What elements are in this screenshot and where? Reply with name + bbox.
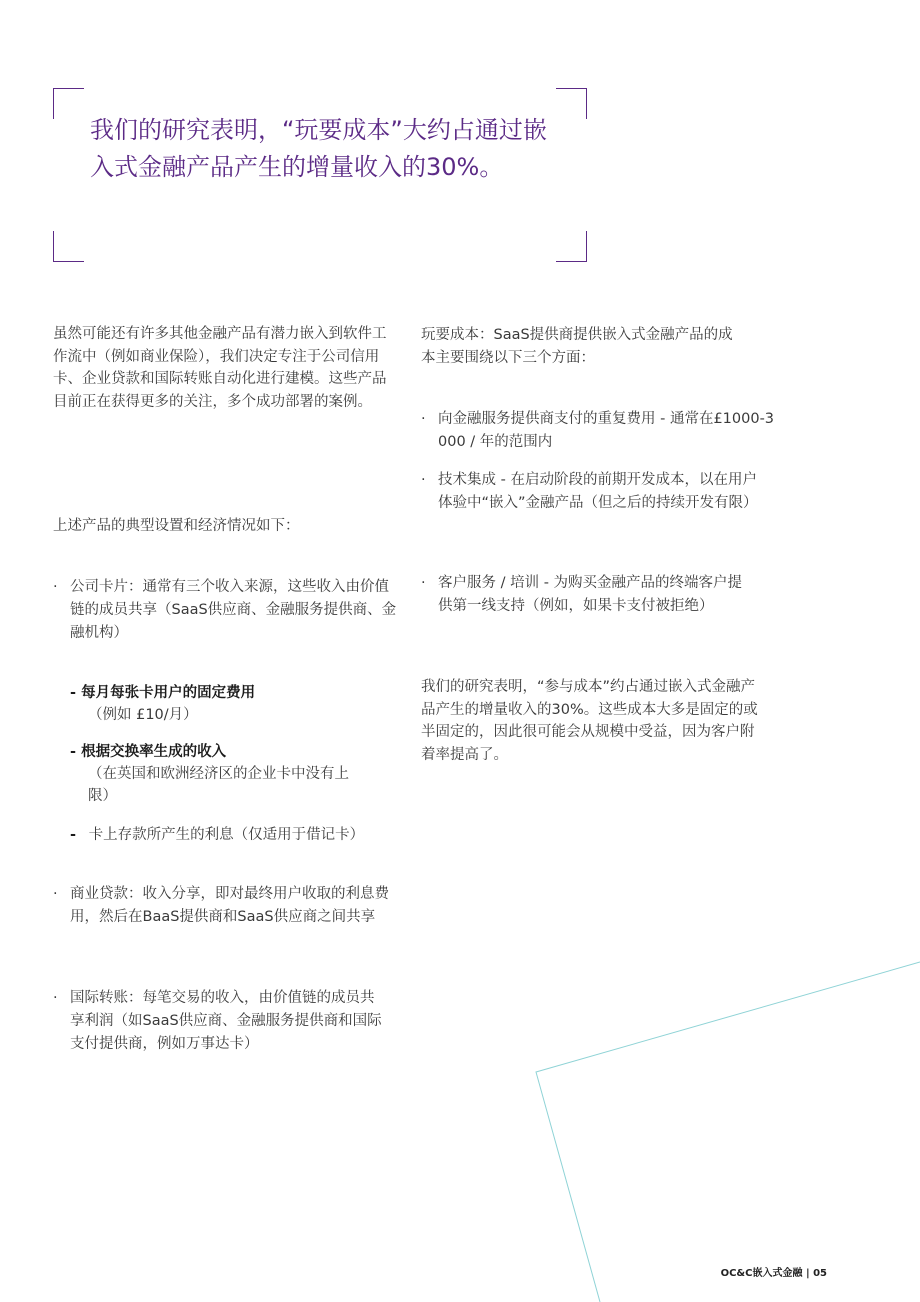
bullet-text: 公司卡片：通常有三个收入来源，这些收入由价值链的成员共享（SaaS供应商、金融服务提供商、金融机构） [70,579,397,641]
left-intro-paragraph: 虽然可能还有许多其他金融产品有潜力嵌入到软件工作流中（例如商业保险），我们决定专注于公司信用卡、企业贷款和国际转账自动化进行建模。这些产品目前正在获得更多的关注，多个成功部署的案例。 [53,326,387,410]
page-footer: OC&C嵌入式金融 | 05 [720,1268,827,1279]
bullet-business-loan [53,883,405,929]
bullet-international-transfer [53,987,383,1056]
bullet-customer-service [421,572,756,618]
right-intro-paragraph: 玩要成本：SaaS提供商提供嵌入式金融产品的成本主要围绕以下三个方面： [421,327,733,366]
quote-corner-top-right [556,88,587,119]
sub-item-note: （例如 £10/月） [88,707,198,723]
bullet-corporate-card [53,576,403,645]
bullet-text: 国际转账：每笔交易的收入，由价值链的成员共享利润（如SaaS供应商、金融服务提供商和国际支付提供商，例如万事达卡） [70,990,382,1052]
bullet-dot: · [421,411,426,427]
bullet-dot: · [53,990,58,1006]
quote-corner-top-left [53,88,84,119]
sub-item-fixed-fee [70,682,390,726]
sub-item-dash: - [70,827,77,843]
bullet-text: 技术集成 - 在启动阶段的前期开发成本，以在用户体验中“嵌入”金融产品（但之后的持续开发有限） [438,472,758,511]
bullet-dot: · [53,886,58,902]
sub-item-title: - 每月每张卡用户的固定费用 [70,685,256,701]
quote-corner-bottom-right [556,231,587,262]
sub-item-interest [70,824,410,846]
sub-item-note: （在英国和欧洲经济区的企业卡中没有上限） [88,766,349,804]
bullet-text: 向金融服务提供商支付的重复费用 - 通常在£1000-3000 / 年的范围内 [438,411,775,450]
bullet-dot: · [421,575,426,591]
setup-heading: 上述产品的典型设置和经济情况如下： [53,518,300,534]
sub-item-title: - 根据交换率生成的收入 [70,744,227,760]
bullet-dot: · [53,579,58,595]
bullet-text: 客户服务 / 培训 - 为购买金融产品的终端客户提供第一线支持（例如，如果卡支付被拒绝） [438,575,743,614]
sub-item-text: 卡上存款所产生的利息（仅适用于借记卡） [88,827,365,843]
right-conclusion-paragraph: 我们的研究表明，“参与成本”约占通过嵌入式金融产品产生的增量收入的30%。这些成本大多是固定的或半固定的，因此很可能会从规模中受益，因为客户附着率提高了。 [421,679,758,763]
bullet-text: 商业贷款：收入分享，即对最终用户收取的利息费用，然后在BaaS提供商和SaaS供应商之间共享 [70,886,389,925]
bullet-recurring-fees [421,408,776,454]
sub-item-interchange [70,741,390,807]
bullet-tech-integration [421,469,771,515]
pull-quote: 我们的研究表明，“玩要成本”大约占通过嵌入式金融产品产生的增量收入的30%。 [90,116,547,181]
quote-corner-bottom-left [53,231,84,262]
bullet-dot: · [421,472,426,488]
